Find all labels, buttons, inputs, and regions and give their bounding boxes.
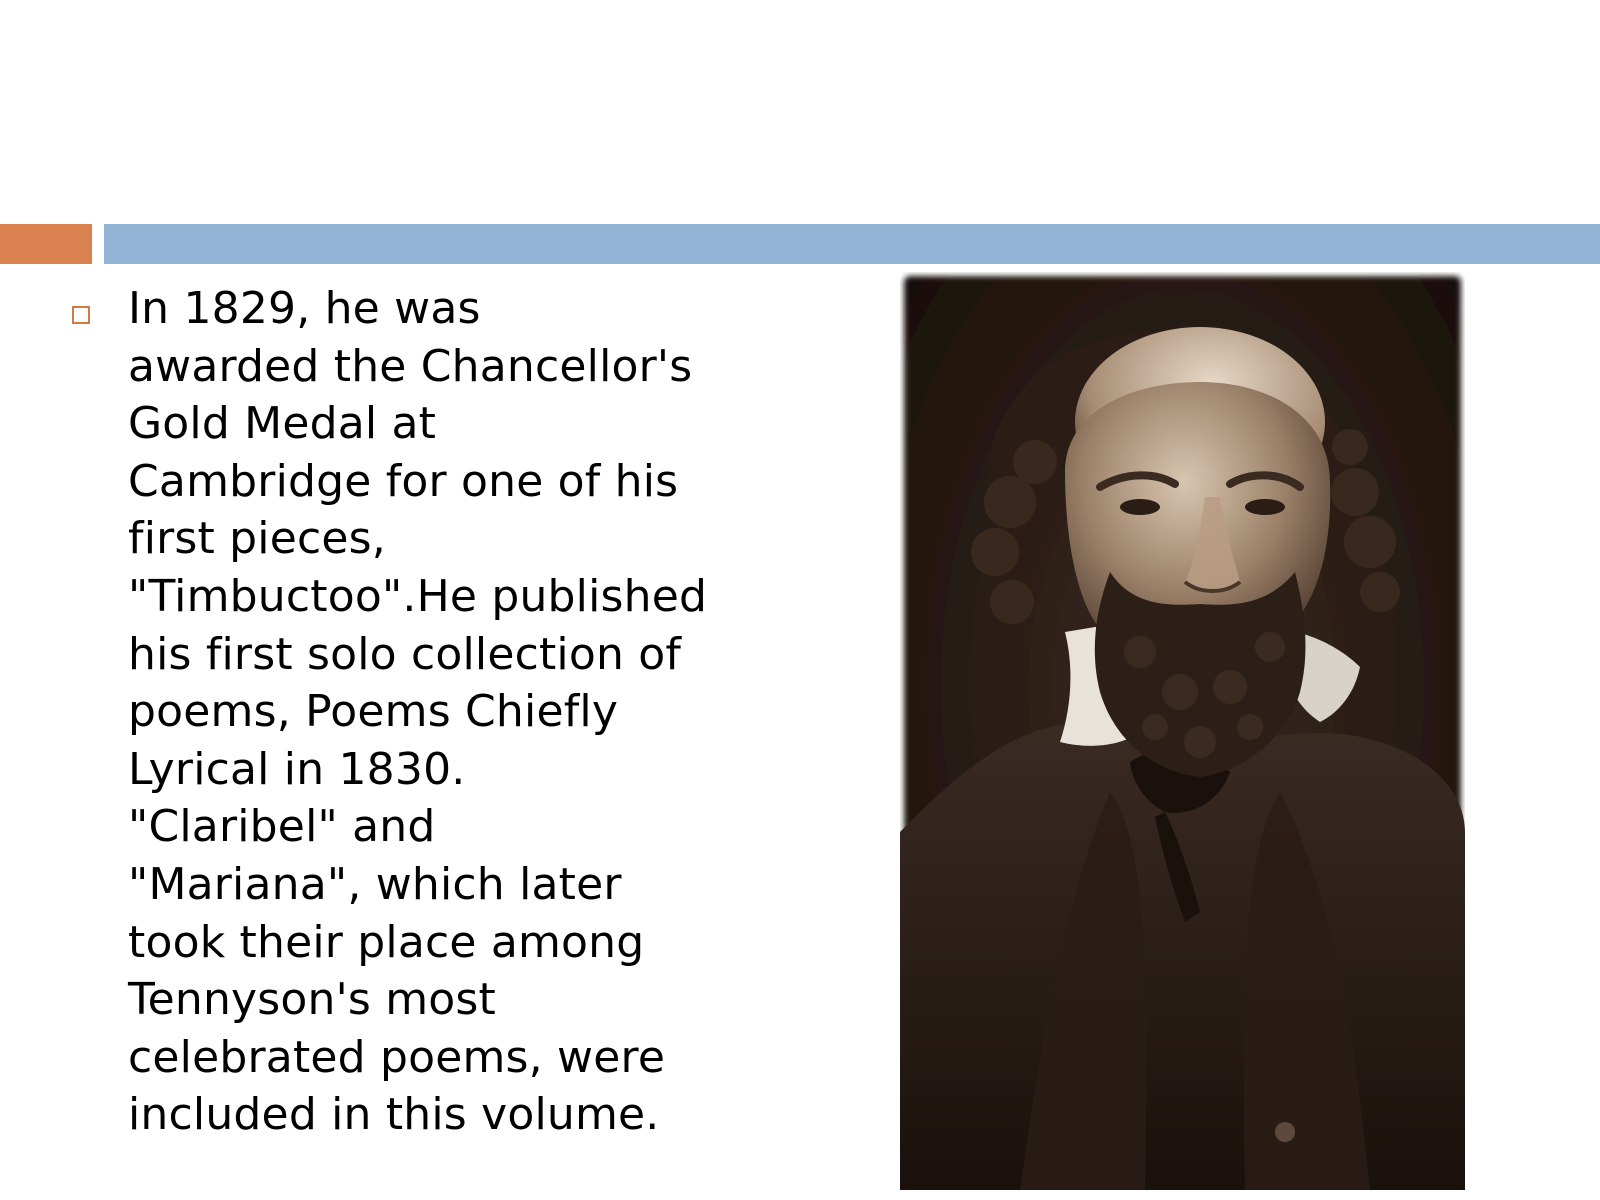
content-area bbox=[72, 280, 772, 1144]
bullet-item bbox=[72, 280, 772, 1144]
header-accent-blue-bar bbox=[104, 224, 1600, 264]
hollow-square-icon bbox=[72, 306, 90, 324]
portrait-image bbox=[900, 272, 1465, 1190]
bullet-text: In 1829, he was awarded the Chancellor's Gold Medal at Cambridge for one of his first pieces, "Timbuctoo".He published his first solo collection of poems, Poems Chiefly Lyrical in 1830. "Claribel" and "Mariana", which later took their place among Tennyson's most celebrated poems, were included in this volume. bbox=[128, 283, 708, 1141]
header-accent-orange-bar bbox=[0, 224, 92, 264]
portrait-svg bbox=[900, 272, 1465, 1190]
